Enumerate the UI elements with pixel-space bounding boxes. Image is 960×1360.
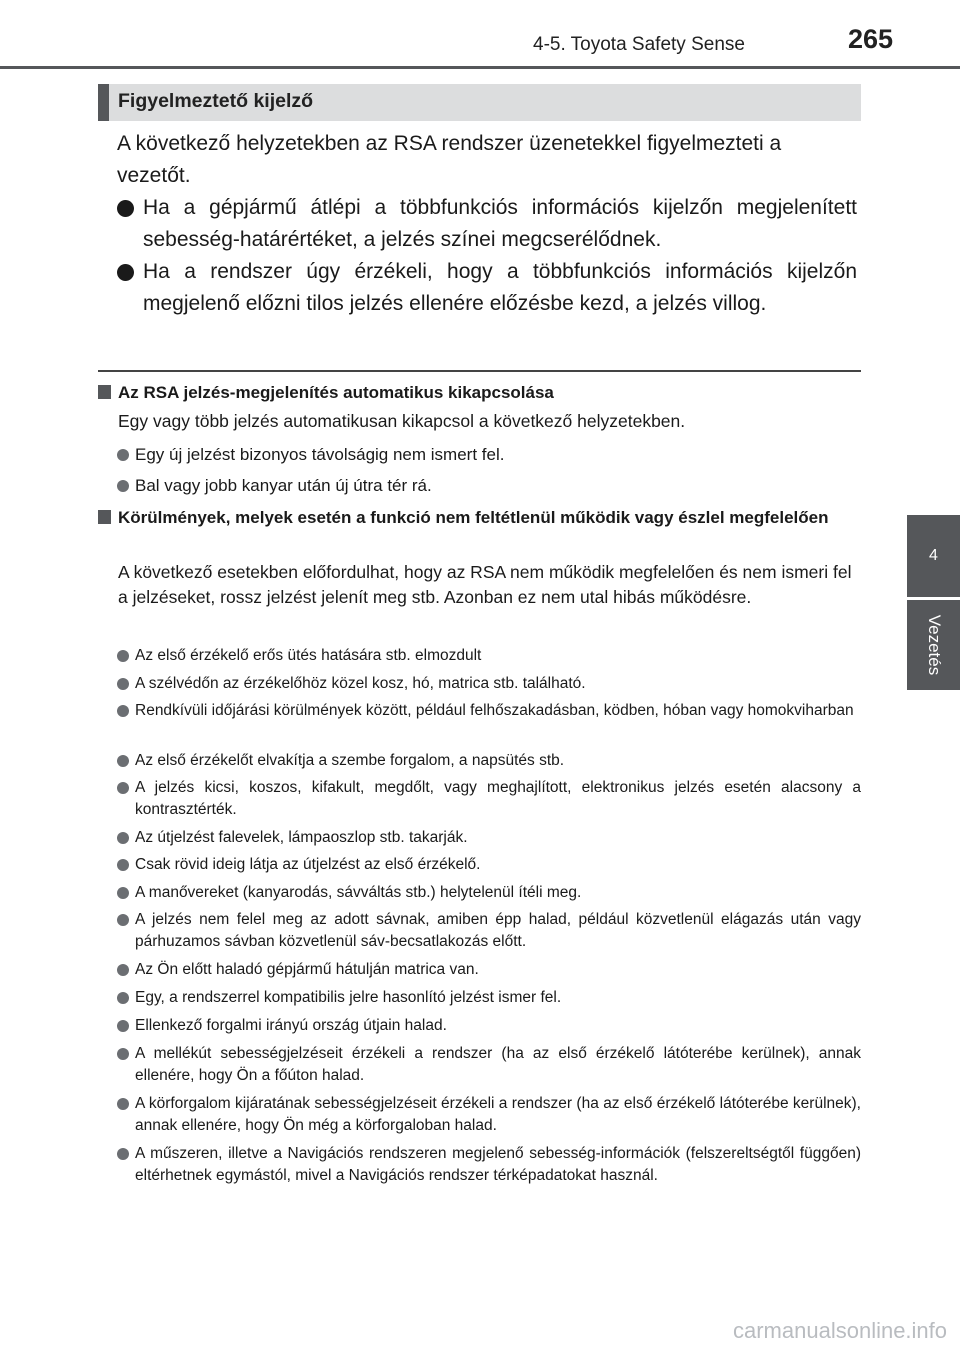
list-item-text: Ellenkező forgalmi irányú ország útjain halad. <box>135 1017 447 1034</box>
section-title: 4-5. Toyota Safety Sense <box>533 34 745 55</box>
section-intro: A következő esetekben előfordulhat, hogy az RSA nem működik megfelelően és nem ismeri fel a jelzéseket, rossz jelzést jelenít meg stb. Azonban ez nem utal hibás működésre. <box>118 562 852 607</box>
page-header <box>0 0 960 69</box>
big-list-item <box>117 256 857 320</box>
bullet-icon <box>117 200 134 217</box>
list-item <box>117 645 861 667</box>
bullet-icon <box>117 914 129 926</box>
bullet-icon <box>117 887 129 899</box>
list-item-text: Egy új jelzést bizonyos távolságig nem ismert fel. <box>135 445 505 464</box>
list-item <box>117 1015 861 1037</box>
list-item <box>117 750 861 772</box>
divider <box>98 370 861 372</box>
list-item-text: Csak rövid ideig látja az útjelzést az első érzékelő. <box>135 856 481 873</box>
bullet-icon <box>117 755 129 767</box>
section-heading-text: Körülmények, melyek esetén a funkció nem feltétlenül működik vagy észlel megfelelően <box>118 508 829 527</box>
chapter-tab-label <box>907 600 960 690</box>
bullet-icon <box>117 480 129 492</box>
list-item <box>117 1043 861 1087</box>
list-item <box>117 882 861 904</box>
section-heading <box>98 381 861 405</box>
list-item <box>117 959 861 981</box>
big-list-item-text: Ha a rendszer úgy érzékeli, hogy a többfunkciós információs kijelzőn megjelenő előzni tilos jelzés ellenére előzésbe kezd, a jelzés villog. <box>143 260 857 315</box>
list-item <box>117 1093 861 1137</box>
bullet-icon <box>117 859 129 871</box>
lead-paragraph: A következő helyzetekben az RSA rendszer üzenetekkel figyelmezteti a vezetőt. <box>117 132 782 187</box>
list-item-text: A jelzés kicsi, koszos, kifakult, megdőlt, vagy meghajlított, elektronikus jelzés esetén alacsony a kontrasztérték. <box>135 779 861 818</box>
chapter-tab-number <box>907 515 960 597</box>
section-intro: Egy vagy több jelzés automatikusan kikapcsol a következő helyzetekben. <box>118 411 686 431</box>
list-item-text: A jelzés nem felel meg az adott sávnak, amiben épp halad, például közvetlenül elágazás után vagy párhuzamos sávban közvetlenül sáv-becsatlakozás előtt. <box>135 911 861 950</box>
list-item-text: Egy, a rendszerrel kompatibilis jelre hasonlító jelzést ismer fel. <box>135 989 562 1006</box>
list-item <box>117 827 861 849</box>
list-item-text: Az első érzékelő erős ütés hatására stb. elmozdult <box>135 647 482 664</box>
list-item <box>117 443 861 467</box>
list-item <box>117 700 861 722</box>
list-item-text: A körforgalom kijáratának sebességjelzéseit érzékeli a rendszer (ha az első érzékelő látóterébe kerülnek), annak ellenére, hogy Ön még a körforgaloban halad. <box>135 1095 861 1134</box>
info-box-title: Figyelmeztető kijelző <box>118 90 314 112</box>
chapter-number: 4 <box>929 547 938 564</box>
bullet-icon <box>117 264 134 281</box>
bullet-icon <box>117 832 129 844</box>
list-item-text: Az első érzékelőt elvakítja a szembe forgalom, a napsütés stb. <box>135 752 565 769</box>
list-item <box>117 673 861 695</box>
square-bullet-icon <box>98 385 111 399</box>
bullet-icon <box>117 1020 129 1032</box>
list-item <box>117 854 861 876</box>
watermark: carmanualsonline.info <box>733 1318 948 1343</box>
chapter-label: Vezetés <box>924 614 944 676</box>
list-item-text: A manővereket (kanyarodás, sávváltás stb.) helytelenül ítéli meg. <box>135 884 582 901</box>
bullet-icon <box>117 782 129 794</box>
bullet-icon <box>117 449 129 461</box>
section-heading-text: Az RSA jelzés-megjelenítés automatikus kikapcsolása <box>118 383 554 402</box>
big-list-item-text: Ha a gépjármű átlépi a többfunkciós információs kijelzőn megjelenített sebesség-határértéket, a jelzés színei megcserélődnek. <box>143 196 857 251</box>
bullet-icon <box>117 964 129 976</box>
list-item <box>117 777 861 821</box>
info-box-heading <box>98 84 861 121</box>
bullet-icon <box>117 650 129 662</box>
bullet-icon <box>117 992 129 1004</box>
square-bullet-icon <box>98 510 111 524</box>
list-item-text: Az útjelzést falevelek, lámpaoszlop stb. takarják. <box>135 829 468 846</box>
list-item-text: A mellékút sebességjelzéseit érzékeli a rendszer (ha az első érzékelő látóterébe kerülnek), annak ellenére, hogy Ön a főúton halad. <box>135 1045 861 1084</box>
list-item-text: A szélvédőn az érzékelőhöz közel kosz, hó, matrica stb. található. <box>135 675 586 692</box>
bullet-icon <box>117 1098 129 1110</box>
page-number: 265 <box>848 24 894 54</box>
bullet-icon <box>117 1048 129 1060</box>
big-list-item <box>117 192 857 256</box>
bullet-icon <box>117 705 129 717</box>
bullet-icon <box>117 1148 129 1160</box>
list-item <box>117 474 861 498</box>
list-item <box>117 987 861 1009</box>
list-item-text: Bal vagy jobb kanyar után új útra tér rá. <box>135 476 432 495</box>
list-item <box>117 909 861 953</box>
list-item-text: Rendkívüli időjárási körülmények között, például felhőszakadásban, ködben, hóban vagy homokviharban <box>135 702 854 719</box>
section-heading <box>98 506 861 530</box>
list-item-text: Az Ön előtt haladó gépjármű hátulján matrica van. <box>135 961 479 978</box>
bullet-icon <box>117 678 129 690</box>
list-item-text: A műszeren, illetve a Navigációs rendszeren megjelenő sebesség-információk (felszereltségtől függően) eltérhetnek egymástól, mivel a Navigációs rendszer térképadatokat használ. <box>135 1145 861 1184</box>
list-item <box>117 1143 861 1187</box>
